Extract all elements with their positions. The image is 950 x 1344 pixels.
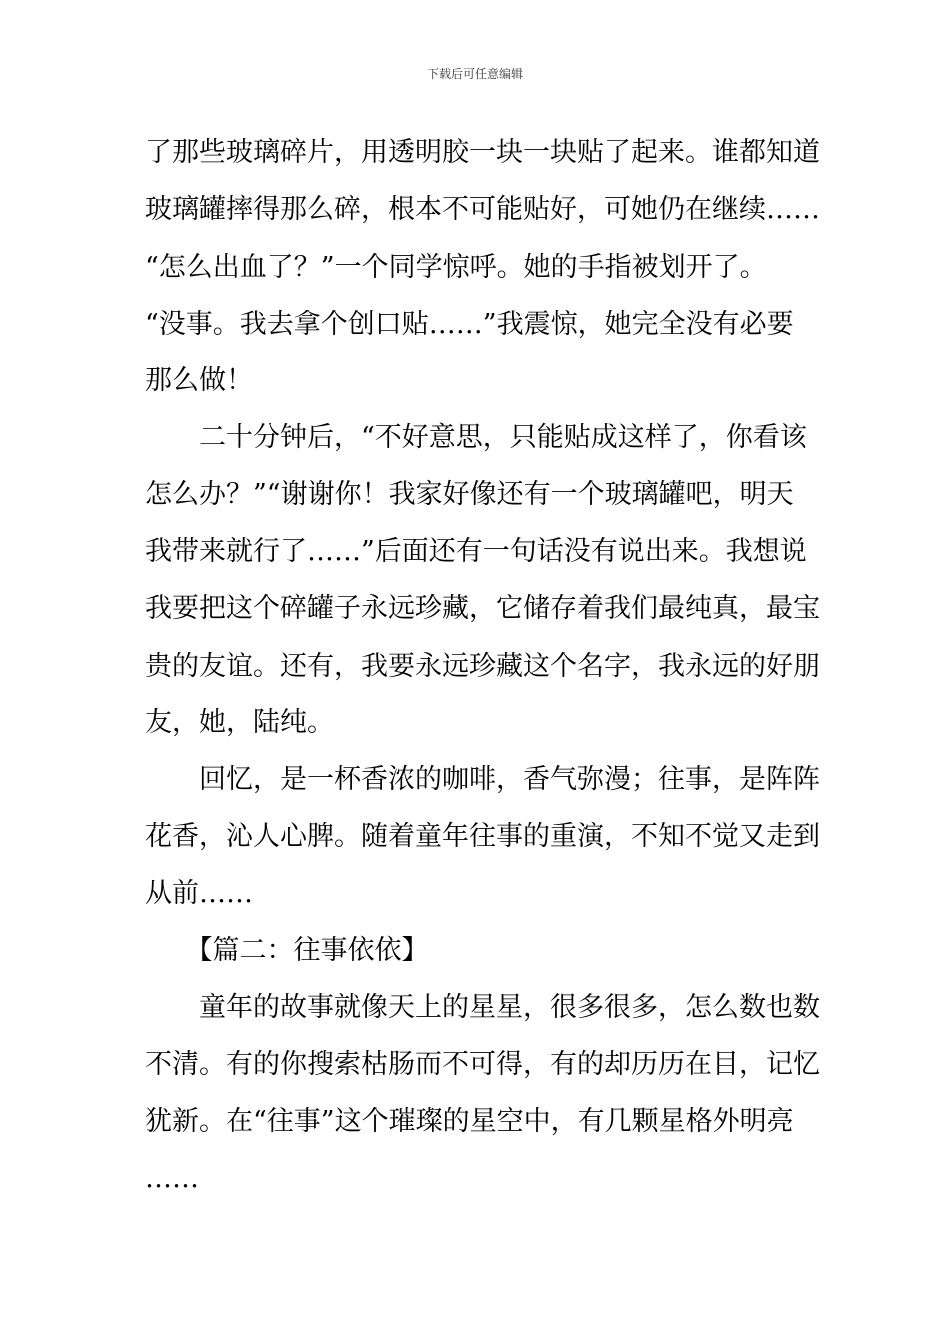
text-line: 贵的友谊。还有，我要永远珍藏这个名字，我永远的好朋	[145, 651, 820, 682]
text-line: 回忆，是一杯香浓的咖啡，香气弥漫；往事，是阵阵	[145, 764, 820, 795]
text-line: 花香，沁人心脾。随着童年往事的重演，不知不觉又走到	[145, 821, 820, 852]
text-line: ……	[145, 1163, 199, 1194]
text-line: 不清。有的你搜索枯肠而不可得，有的却历历在目，记忆	[145, 1049, 820, 1080]
text-line: 玻璃罐摔得那么碎，根本不可能贴好，可她仍在继续……	[145, 194, 820, 225]
text-line: 二十分钟后，“不好意思，只能贴成这样了，你看该	[145, 422, 807, 453]
text-line: 友，她，陆纯。	[145, 707, 334, 738]
text-line: “没事。我去拿个创口贴……”我震惊，她完全没有必要	[145, 309, 794, 340]
text-line: 童年的故事就像天上的星星，很多很多，怎么数也数	[145, 992, 820, 1023]
text-line: 从前……	[145, 878, 253, 909]
section-heading: 【篇二：往事依依】	[145, 935, 429, 966]
text-line: “怎么出血了？”一个同学惊呼。她的手指被划开了。	[145, 252, 767, 283]
text-line: 我要把这个碎罐子永远珍藏，它储存着我们最纯真，最宝	[145, 593, 820, 624]
text-line: 怎么办？”“谢谢你！我家好像还有一个玻璃罐吧，明天	[145, 479, 794, 510]
text-line: 我带来就行了……”后面还有一句话没有说出来。我想说	[145, 536, 807, 567]
text-line: 那么做！	[145, 365, 253, 396]
text-line: 了那些玻璃碎片，用透明胶一块一块贴了起来。谁都知道	[145, 137, 820, 168]
page-header: 下载后可任意编辑	[426, 67, 523, 81]
text-line: 犹新。在“往事”这个璀璨的星空中，有几颗星格外明亮	[145, 1106, 794, 1137]
